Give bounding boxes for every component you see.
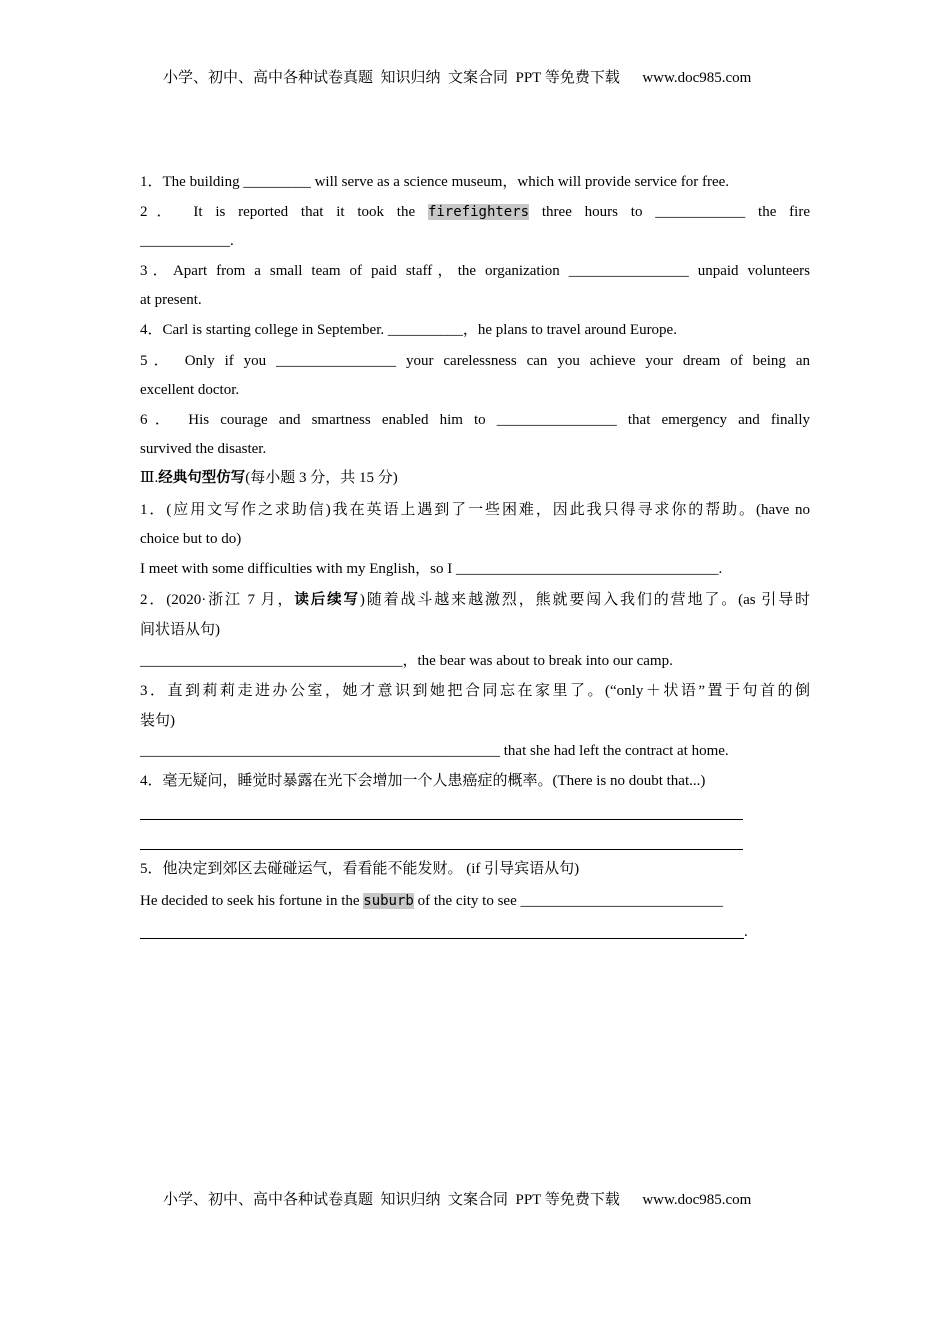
p3-q2-line1 xyxy=(140,589,810,611)
p3-title-post: (每小题 3 分，共 15 分) xyxy=(245,470,398,486)
p3-section-title xyxy=(140,467,810,489)
answer-line xyxy=(140,819,743,820)
p3-q5-line1: 5．他决定到郊区去碰碰运气，看看能不能发财。 (if 引导宾语从句) xyxy=(140,861,580,877)
page-header: 小学、初中、高中各种试卷真题 知识归纳 文案合同 PPT 等免费下载 www.doc985.com xyxy=(163,70,752,86)
p3-q5-pre: He decided to seek his fortune in the xyxy=(140,893,364,909)
p2-q2-post: three hours to ____________ the fire xyxy=(529,204,810,220)
p3-q3-line1: 3．直到莉莉走进办公室，她才意识到她把合同忘在家里了。(“only＋状语”置于句首的倒 xyxy=(140,683,810,699)
p2-q1: 1．The building _________ will serve as a science museum，which will provide service for free. xyxy=(140,174,730,190)
p2-q5-line2: excellent doctor. xyxy=(140,382,240,398)
p2-q3-line2: at present. xyxy=(140,292,202,308)
p3-q1-line3: I meet with some difficulties with my English，so I ___________________________________. xyxy=(140,561,723,577)
p2-q2-line1 xyxy=(140,201,810,223)
p3-q5-line2 xyxy=(140,890,810,912)
p3-q5-end: . xyxy=(744,924,748,940)
p3-q1-line1: 1．(应用文写作之求助信)我在英语上遇到了一些困难，因此我只得寻求你的帮助。(have no xyxy=(140,502,810,518)
p3-q4-line1: 4．毫无疑问，睡觉时暴露在光下会增加一个人患癌症的概率。(There is no doubt that...) xyxy=(140,773,706,789)
p3-q2-post: )随着战斗越来越激烈，熊就要闯入我们的营地了。(as 引导时 xyxy=(359,592,810,608)
p3-q2-line3: ___________________________________，the bear was about to break into our camp. xyxy=(140,653,673,669)
p2-q2-pre: 2． It is reported that it took the xyxy=(140,204,428,220)
p3-q2-pre: 2．(2020·浙江 7 月， xyxy=(140,592,295,608)
p2-q5-line1: 5． Only if you ________________ your carelessness can you achieve your dream of being an xyxy=(140,353,810,369)
p2-q3-line1: 3．Apart from a small team of paid staff，the organization ________________ unpaid volunteers xyxy=(140,263,810,279)
p2-q4: 4．Carl is starting college in September. __________，he plans to travel around Europe. xyxy=(140,322,677,338)
p3-q3-line3: ________________________________________________ that she had left the contract at home. xyxy=(140,743,729,759)
p2-q2-highlight: firefighters xyxy=(427,204,530,220)
page-footer: 小学、初中、高中各种试卷真题 知识归纳 文案合同 PPT 等免费下载 www.doc985.com xyxy=(163,1192,752,1208)
p3-title-pre: Ⅲ. xyxy=(140,470,159,486)
p2-q6-line1: 6． His courage and smartness enabled him to ________________ that emergency and finally xyxy=(140,412,810,428)
p3-q2-line2: 间状语从句) xyxy=(140,622,220,638)
answer-line xyxy=(140,938,744,939)
p3-q1-line2: choice but to do) xyxy=(140,531,242,547)
p2-q2-line2: ____________. xyxy=(140,233,234,249)
p3-q5-post: of the city to see ___________________________ xyxy=(413,893,723,909)
p2-q6-line2: survived the disaster. xyxy=(140,441,267,457)
p3-q5-highlight: suburb xyxy=(363,893,414,909)
p3-q3-line2: 装句) xyxy=(140,713,175,729)
p3-title-bold: 经典句型仿写 xyxy=(158,470,246,486)
answer-line xyxy=(140,849,743,850)
p3-q2-bold: 读后续写 xyxy=(294,592,360,608)
